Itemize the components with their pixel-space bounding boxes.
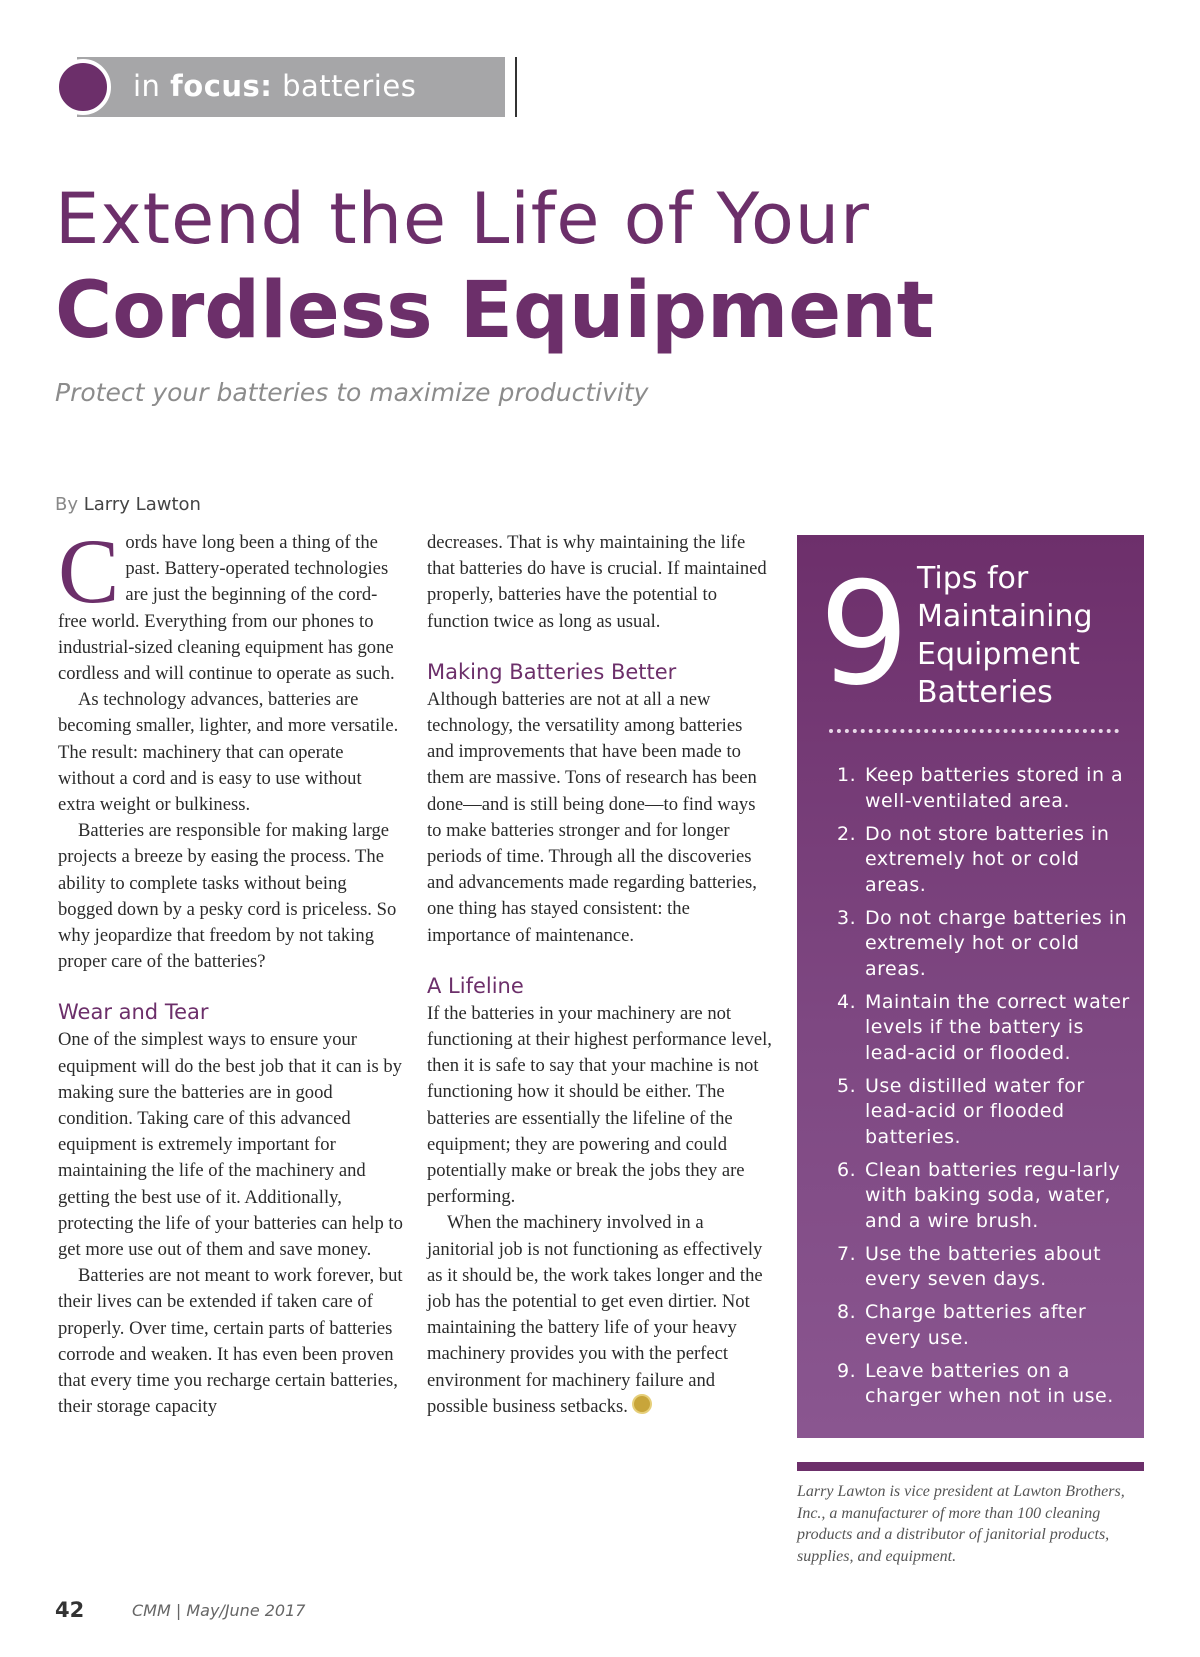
tip-number: 9. <box>837 1359 857 1382</box>
paragraph: Batteries are not meant to work forever, but their lives can be extended if taken care of properly. Over time, certain parts of batteries corrode and weaken. It has even been proven that every time you recharge certain batteries, their storage capacity <box>58 1265 403 1418</box>
tip-text: Use distilled water for lead-acid or flooded batteries. <box>865 1074 1085 1148</box>
paragraph: decreases. That is why maintaining the life that batteries do have is crucial. If maintained properly, batteries have the potential to function twice as long as usual. <box>427 532 767 632</box>
list-item <box>825 1300 1130 1351</box>
paragraph <box>58 520 403 687</box>
tip-number: 1. <box>837 764 857 786</box>
headline-line-2: Cordless Equipment <box>55 266 934 356</box>
section-banner <box>55 57 510 117</box>
subheading-wear-and-tear: Wear and Tear <box>58 1000 209 1025</box>
byline-author: Larry Lawton <box>83 494 201 515</box>
subheading-a-lifeline: A Lifeline <box>427 973 524 998</box>
tip-text: Do not charge batteries in extremely hot or cold areas. <box>865 906 1128 980</box>
sidebar-title: Tips for Maintaining Equipment Batteries <box>917 561 1093 710</box>
tip-text: Clean batteries regu-larly with baking soda, water, and a wire brush. <box>865 1158 1121 1232</box>
tip-text: Use the batteries about every seven days. <box>865 1242 1102 1290</box>
section-label <box>133 69 416 103</box>
byline-by: By <box>55 494 79 515</box>
paragraph-text: ords have long been a thing of the past. Battery-operated technologies are just the beginning of the cord-free world. Everything from our phones to industrial-sized cleaning equipment has gone cordless and will continue to operate as such. <box>58 532 395 685</box>
bio-divider <box>797 1462 1144 1471</box>
byline <box>55 494 201 515</box>
tip-text: Charge batteries after every use. <box>865 1301 1087 1349</box>
list-item <box>825 763 1130 814</box>
tip-number: 7. <box>837 1242 857 1265</box>
subheading-making-batteries-better: Making Batteries Better <box>427 659 677 684</box>
sidebar-number: 9 <box>819 552 910 717</box>
tip-number: 6. <box>837 1158 857 1181</box>
paragraph: If the batteries in your machinery are not functioning at their highest performance level, then it is safe to say that your machine is not functioning how it should be either. The batteries are essentially the lifeline of the equipment; they are powering and could potentially make or break the jobs they are performing. <box>427 1002 772 1208</box>
paragraph: One of the simplest ways to ensure your equipment will do the best job that it can is by making sure the batteries are in good condition. Taking care of this advanced equipment is extremely important for maintaining the life of the machinery and getting the best use of it. Additionally, protecting the life of your batteries can help to get more use out of them and save money. <box>58 1029 403 1261</box>
paragraph: Batteries are responsible for making large projects a breeze by easing the process. The ability to complete tasks without being bogged down by a pesky cord is priceless. So why jeopardize that freedom by not taking proper care of the batteries? <box>58 820 397 973</box>
banner-circle-icon <box>55 59 111 115</box>
paragraph <box>427 1210 772 1420</box>
paragraph: As technology advances, batteries are becoming smaller, lighter, and more versatile. The result: machinery that can operate without a cord and is easy to use without extra weight or bulkiness. <box>58 689 399 816</box>
tips-sidebar <box>797 535 1144 1438</box>
publication-info: CMM | May/June 2017 <box>132 1601 306 1620</box>
section-label-prefix: in <box>133 69 171 103</box>
author-bio: Larry Lawton is vice president at Lawton Brothers, Inc., a manufacturer of more than 100 cleaning products and a distributor of janitorial products, supplies, and equipment. <box>797 1483 1125 1565</box>
tip-text: Do not store batteries in extremely hot or cold areas. <box>865 822 1110 896</box>
tip-text: Keep batteries stored in a well-ventilated area. <box>865 764 1124 812</box>
tips-list <box>825 763 1130 1417</box>
tip-number: 4. <box>837 990 857 1013</box>
list-item <box>825 822 1130 899</box>
tip-number: 5. <box>837 1074 857 1097</box>
tip-text: Leave batteries on a charger when not in use. <box>865 1359 1114 1407</box>
paragraph-text: When the machinery involved in a janitorial job is not functioning as effectively as it should be, the work takes longer and the job has the potential to get even dirtier. Not maintaining the battery life of your heavy machinery provides you with the perfect environment for machinery failure and possible business setbacks. <box>427 1212 763 1417</box>
drop-cap: C <box>58 520 120 622</box>
list-item <box>825 1158 1130 1235</box>
page-number: 42 <box>55 1598 85 1622</box>
deck: Protect your batteries to maximize productivity <box>55 378 649 407</box>
paragraph: Although batteries are not at all a new technology, the versatility among batteries and improvements that have been made to them are massive. Tons of research has been done—and is still being done—to find ways to make batteries stronger and for longer periods of time. Through all the discoveries and advancements made regarding batteries, one thing has stayed consistent: the importance of maintenance. <box>427 688 757 946</box>
list-item <box>825 906 1130 983</box>
tip-number: 3. <box>837 906 857 929</box>
tip-number: 2. <box>837 822 857 845</box>
article-column-2 <box>427 530 772 1420</box>
banner-divider <box>515 57 517 117</box>
section-label-bold: focus: <box>170 69 273 103</box>
section-label-topic: batteries <box>272 69 417 103</box>
tip-text: Maintain the correct water levels if the battery is lead-acid or flooded. <box>865 990 1130 1064</box>
list-item <box>825 990 1130 1067</box>
list-item <box>825 1242 1130 1293</box>
list-item <box>825 1359 1130 1410</box>
tip-number: 8. <box>837 1301 857 1323</box>
article-column-1 <box>58 520 403 1421</box>
end-mark-icon <box>632 1394 652 1414</box>
dotted-divider <box>829 729 1119 733</box>
headline-line-1: Extend the Life of Your <box>55 178 870 260</box>
list-item <box>825 1074 1130 1151</box>
